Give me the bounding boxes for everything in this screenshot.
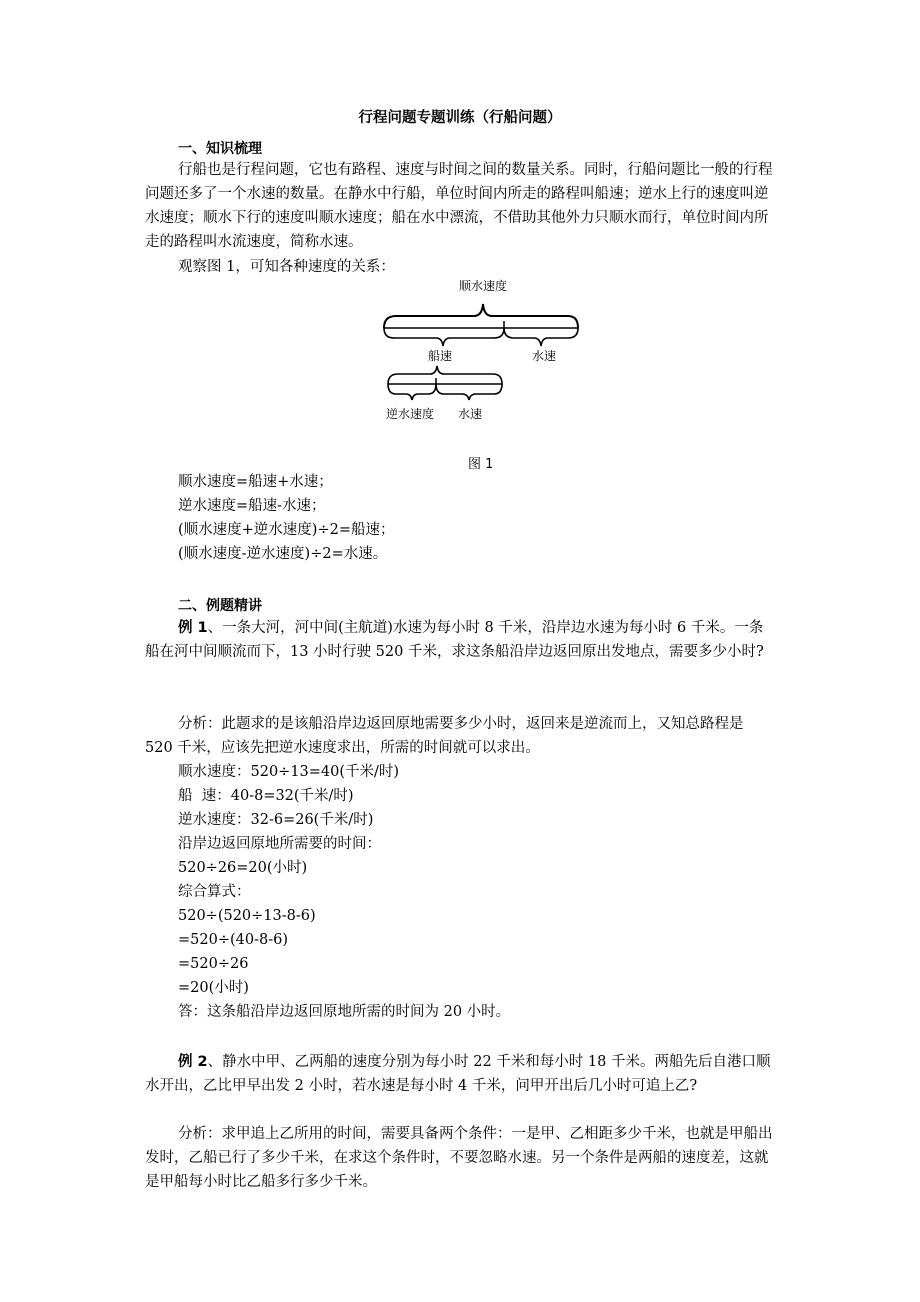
upstream-brace xyxy=(388,384,436,400)
formula-3: (顺水速度+逆水速度)÷2=船速； xyxy=(178,522,395,538)
speed-relation-figure xyxy=(378,276,588,426)
example1-analysis: 分析：此题求的是该船沿岸边返回原地需要多少小时，返回来是逆流而上，又知总路程是 520 千米，应该先把逆水速度求出，所需的时间就可以求出。 xyxy=(145,716,744,756)
fig-label-downstream: 顺水速度 xyxy=(458,279,508,293)
ex1-step-9: =520÷26 xyxy=(178,956,249,972)
fig-label-water-1: 水速 xyxy=(531,349,557,363)
example2-label: 例 2 xyxy=(178,1054,208,1070)
ex1-step-8: =520÷(40-8-6) xyxy=(178,932,288,948)
ex1-step-1: 顺水速度：520÷13=40(千米/时) xyxy=(178,764,400,780)
water-brace-2 xyxy=(436,384,502,400)
ex1-answer: 答：这条船沿岸边返回原地所需的时间为 20 小时。 xyxy=(178,1004,511,1020)
fig-label-upstream: 逆水速度 xyxy=(385,407,435,421)
ex1-step-3: 逆水速度：32-6=26(千米/时) xyxy=(178,812,374,828)
boat-brace xyxy=(384,328,504,346)
ex1-step-6: 综合算式： xyxy=(178,884,251,900)
intro-paragraph: 行船也是行程问题，它也有路程、速度与时间之间的数量关系。同时，行船问题比一般的行程问题还多了一个水速的数量。在静水中行船，单位时间内所走的路程叫船速；逆水上行的速度叫逆水速度；顺水下行的速度叫顺水速度；船在水中漂流，不借助其他外力只顺水而行，单位时间内所走的路程叫水流速度，简称水速。 xyxy=(145,162,773,250)
top-brace xyxy=(384,304,578,328)
brace-diagram xyxy=(378,276,588,426)
boat-brace-2 xyxy=(388,366,502,384)
example2-text: 、静水中甲、乙两船的速度分别为每小时 22 千米和每小时 18 千米。两船先后自港口顺水开出，乙比甲早出发 2 小时，若水速是每小时 4 千米，问甲开出后几小时可追上乙? xyxy=(145,1054,771,1094)
figure-caption: 图 1 xyxy=(468,457,494,472)
example2-paragraph xyxy=(145,1050,775,1098)
formula-4: (顺水速度-逆水速度)÷2=水速。 xyxy=(178,546,388,562)
example1-label: 例 1 xyxy=(178,620,208,636)
ex1-step-10: =20(小时) xyxy=(178,980,249,996)
ex1-step-5: 520÷26=20(小时) xyxy=(178,860,308,876)
water-brace xyxy=(504,328,578,346)
section1-heading: 一、知识梳理 xyxy=(178,141,262,157)
page-title: 行程问题专题训练（行船问题） xyxy=(358,110,562,126)
ex1-step-4: 沿岸边返回原地所需要的时间： xyxy=(178,836,381,852)
ex1-step-2: 船 速：40-8=32(千米/时) xyxy=(178,788,354,804)
section2-heading: 二、例题精讲 xyxy=(178,598,262,614)
formula-2: 逆水速度=船速-水速； xyxy=(178,498,326,514)
example1-text: 、一条大河，河中间(主航道)水速为每小时 8 千米，沿岸边水速为每小时 6 千米。一条船在河中间顺流而下，13 小时行驶 520 千米，求这条船沿岸边返回原出发地点，需要多少小时? xyxy=(145,620,764,660)
formula-1: 顺水速度=船速+水速； xyxy=(178,474,333,490)
example2-analysis: 分析：求甲追上乙所用的时间，需要具备两个条件：一是甲、乙相距多少千米，也就是甲船出发时，乙船已行了多少千米，在求这个条件时，不要忽略水速。另一个条件是两船的速度差，这就是甲船每小时比乙船多行多少千米。 xyxy=(145,1126,773,1190)
fig-label-water-2: 水速 xyxy=(457,407,483,421)
fig-label-boat: 船速 xyxy=(427,349,453,363)
ex1-step-7: 520÷(520÷13-8-6) xyxy=(178,908,316,924)
observe-paragraph: 观察图 1，可知各种速度的关系： xyxy=(178,259,395,275)
example1-paragraph xyxy=(145,616,775,664)
